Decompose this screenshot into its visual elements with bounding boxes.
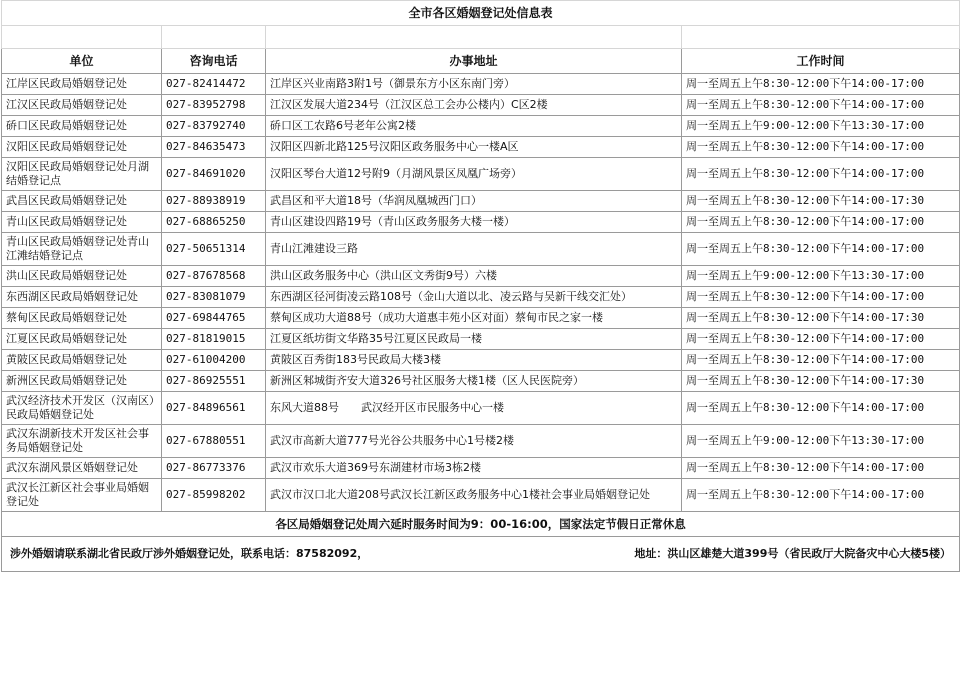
phone-cell: 027-82414472 [162, 74, 266, 95]
table-row [2, 116, 960, 137]
address-cell: 汉阳区四新北路125号汉阳区政务服务中心一楼A区 [266, 137, 682, 158]
unit-cell: 汉阳区民政局婚姻登记处 [2, 137, 162, 158]
header-address: 办事地址 [266, 49, 682, 74]
address-cell: 洪山区政务服务中心（洪山区文秀街9号）六楼 [266, 266, 682, 287]
unit-cell: 江岸区民政局婚姻登记处 [2, 74, 162, 95]
header-unit: 单位 [2, 49, 162, 74]
unit-cell: 武汉东湖风景区婚姻登记处 [2, 458, 162, 479]
phone-cell: 027-84635473 [162, 137, 266, 158]
footer-row [2, 537, 960, 572]
address-cell: 青山区建设四路19号（青山区政务服务大楼一楼） [266, 212, 682, 233]
hours-cell: 周一至周五上午8:30-12:00下午14:00-17:00 [682, 95, 960, 116]
table-row [2, 191, 960, 212]
phone-cell: 027-83952798 [162, 95, 266, 116]
hours-cell: 周一至周五上午8:30-12:00下午14:00-17:00 [682, 479, 960, 512]
address-cell: 武汉市汉口北大道208号武汉长江新区政务服务中心1楼社会事业局婚姻登记处 [266, 479, 682, 512]
phone-cell: 027-67880551 [162, 425, 266, 458]
hours-cell: 周一至周五上午8:30-12:00下午14:00-17:00 [682, 329, 960, 350]
hours-cell: 周一至周五上午8:30-12:00下午14:00-17:00 [682, 458, 960, 479]
address-cell: 新洲区邾城街齐安大道326号社区服务大楼1楼（区人民医院旁） [266, 371, 682, 392]
table-row [2, 74, 960, 95]
phone-cell: 027-86773376 [162, 458, 266, 479]
table-row [2, 458, 960, 479]
table-row [2, 266, 960, 287]
table-row [2, 425, 960, 458]
phone-cell: 027-50651314 [162, 233, 266, 266]
phone-cell: 027-84896561 [162, 392, 266, 425]
address-cell: 东风大道88号 武汉经开区市民服务中心一楼 [266, 392, 682, 425]
phone-cell: 027-84691020 [162, 158, 266, 191]
unit-cell: 汉阳区民政局婚姻登记处月湖结婚登记点 [2, 158, 162, 191]
phone-cell: 027-85998202 [162, 479, 266, 512]
blank-cell [266, 26, 682, 49]
phone-cell: 027-86925551 [162, 371, 266, 392]
table-row [2, 233, 960, 266]
unit-cell: 洪山区民政局婚姻登记处 [2, 266, 162, 287]
hours-cell: 周一至周五上午8:30-12:00下午14:00-17:00 [682, 287, 960, 308]
unit-cell: 蔡甸区民政局婚姻登记处 [2, 308, 162, 329]
header-hours: 工作时间 [682, 49, 960, 74]
phone-cell: 027-61004200 [162, 350, 266, 371]
table-row [2, 479, 960, 512]
footer-address: 地址：洪山区雄楚大道399号（省民政厅大院备灾中心大楼5楼） [634, 547, 952, 560]
hours-cell: 周一至周五上午8:30-12:00下午14:00-17:00 [682, 212, 960, 233]
footer-contact: 涉外婚姻请联系湖北省民政厅涉外婚姻登记处，联系电话：87582092， [10, 547, 369, 560]
unit-cell: 江汉区民政局婚姻登记处 [2, 95, 162, 116]
hours-cell: 周一至周五上午8:30-12:00下午14:00-17:00 [682, 233, 960, 266]
address-cell: 武汉市高新大道777号光谷公共服务中心1号楼2楼 [266, 425, 682, 458]
registry-info-table [1, 0, 960, 572]
unit-cell: 武汉东湖新技术开发区社会事务局婚姻登记处 [2, 425, 162, 458]
hours-cell: 周一至周五上午8:30-12:00下午14:00-17:00 [682, 392, 960, 425]
unit-cell: 硚口区民政局婚姻登记处 [2, 116, 162, 137]
hours-cell: 周一至周五上午8:30-12:00下午14:00-17:00 [682, 350, 960, 371]
blank-cell [682, 26, 960, 49]
table-row [2, 158, 960, 191]
phone-cell: 027-83081079 [162, 287, 266, 308]
hours-cell: 周一至周五上午9:00-12:00下午13:30-17:00 [682, 116, 960, 137]
address-cell: 武汉市欢乐大道369号东湖建材市场3栋2楼 [266, 458, 682, 479]
phone-cell: 027-68865250 [162, 212, 266, 233]
address-cell: 汉阳区琴台大道12号附9（月湖风景区凤凰广场旁） [266, 158, 682, 191]
address-cell: 江夏区纸坊街文华路35号江夏区民政局一楼 [266, 329, 682, 350]
phone-cell: 027-81819015 [162, 329, 266, 350]
blank-cell [162, 26, 266, 49]
hours-cell: 周一至周五上午8:30-12:00下午14:00-17:00 [682, 158, 960, 191]
unit-cell: 武汉长江新区社会事业局婚姻登记处 [2, 479, 162, 512]
table-row [2, 287, 960, 308]
unit-cell: 青山区民政局婚姻登记处青山江滩结婚登记点 [2, 233, 162, 266]
table-row [2, 308, 960, 329]
hours-cell: 周一至周五上午8:30-12:00下午14:00-17:00 [682, 74, 960, 95]
blank-cell [2, 26, 162, 49]
table-row [2, 329, 960, 350]
address-cell: 蔡甸区成功大道88号（成功大道惠丰苑小区对面）蔡甸市民之家一楼 [266, 308, 682, 329]
blank-row [2, 26, 960, 49]
unit-cell: 新洲区民政局婚姻登记处 [2, 371, 162, 392]
note-row [2, 512, 960, 537]
footer-cell [2, 537, 960, 572]
phone-cell: 027-83792740 [162, 116, 266, 137]
title-row [2, 1, 960, 26]
address-cell: 江岸区兴业南路3附1号（御景东方小区东南门旁） [266, 74, 682, 95]
unit-cell: 黄陂区民政局婚姻登记处 [2, 350, 162, 371]
table-title: 全市各区婚姻登记处信息表 [2, 1, 960, 26]
address-cell: 东西湖区径河街凌云路108号（金山大道以北、凌云路与吴新干线交汇处） [266, 287, 682, 308]
table-row [2, 137, 960, 158]
header-phone: 咨询电话 [162, 49, 266, 74]
address-cell: 硚口区工农路6号老年公寓2楼 [266, 116, 682, 137]
unit-cell: 江夏区民政局婚姻登记处 [2, 329, 162, 350]
saturday-note: 各区局婚姻登记处周六延时服务时间为9：00-16:00，国家法定节假日正常休息 [2, 512, 960, 537]
hours-cell: 周一至周五上午8:30-12:00下午14:00-17:30 [682, 308, 960, 329]
address-cell: 武昌区和平大道18号（华润凤凰城西门口） [266, 191, 682, 212]
unit-cell: 东西湖区民政局婚姻登记处 [2, 287, 162, 308]
phone-cell: 027-88938919 [162, 191, 266, 212]
hours-cell: 周一至周五上午8:30-12:00下午14:00-17:30 [682, 371, 960, 392]
phone-cell: 027-87678568 [162, 266, 266, 287]
address-cell: 青山江滩建设三路 [266, 233, 682, 266]
unit-cell: 武汉经济技术开发区（汉南区）民政局婚姻登记处 [2, 392, 162, 425]
hours-cell: 周一至周五上午8:30-12:00下午14:00-17:30 [682, 191, 960, 212]
phone-cell: 027-69844765 [162, 308, 266, 329]
unit-cell: 青山区民政局婚姻登记处 [2, 212, 162, 233]
hours-cell: 周一至周五上午8:30-12:00下午14:00-17:00 [682, 137, 960, 158]
address-cell: 江汉区发展大道234号（江汉区总工会办公楼内）C区2楼 [266, 95, 682, 116]
table-row [2, 350, 960, 371]
table-row [2, 95, 960, 116]
table-row [2, 212, 960, 233]
table-row [2, 392, 960, 425]
hours-cell: 周一至周五上午9:00-12:00下午13:30-17:00 [682, 266, 960, 287]
hours-cell: 周一至周五上午9:00-12:00下午13:30-17:00 [682, 425, 960, 458]
header-row [2, 49, 960, 74]
unit-cell: 武昌区民政局婚姻登记处 [2, 191, 162, 212]
table-row [2, 371, 960, 392]
address-cell: 黄陂区百秀街183号民政局大楼3楼 [266, 350, 682, 371]
